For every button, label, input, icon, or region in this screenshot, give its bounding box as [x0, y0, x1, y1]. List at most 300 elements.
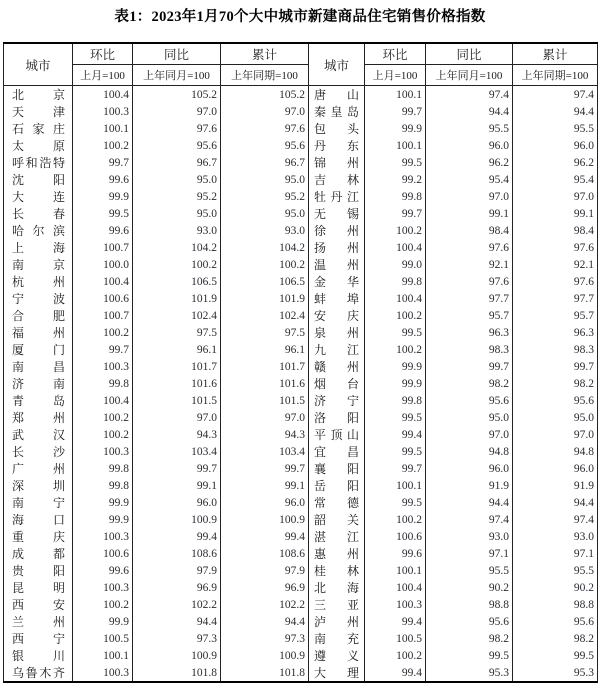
mom-value-cell: 100.7	[73, 307, 133, 324]
city-cell: 天津	[4, 103, 73, 120]
table-row	[4, 494, 598, 511]
city-cell: 泸州	[309, 613, 365, 630]
mom-value-cell: 100.4	[73, 273, 133, 290]
table-row	[4, 103, 598, 120]
table-row	[4, 137, 598, 154]
cum-value-cell: 95.0	[513, 409, 598, 426]
city-cell: 湛江	[309, 528, 365, 545]
mom-value-cell: 99.7	[365, 205, 426, 222]
city-cell: 哈尔滨	[4, 222, 73, 239]
mom-value-cell: 99.5	[365, 324, 426, 341]
city-cell: 北海	[309, 579, 365, 596]
yoy-value-cell: 95.3	[426, 664, 513, 682]
city-cell: 兰州	[4, 613, 73, 630]
city-cell: 泉州	[309, 324, 365, 341]
subheader-cum-right: 上年同期=100	[513, 65, 598, 86]
subheader-mom-left: 上月=100	[73, 65, 133, 86]
table-row	[4, 120, 598, 137]
mom-value-cell: 100.3	[73, 443, 133, 460]
city-cell: 金华	[309, 273, 365, 290]
city-cell: 宁波	[4, 290, 73, 307]
city-cell: 乌鲁木齐	[4, 664, 73, 682]
city-cell: 南充	[309, 630, 365, 647]
yoy-value-cell: 96.3	[426, 324, 513, 341]
cum-value-cell: 96.0	[221, 494, 309, 511]
city-cell: 深圳	[4, 477, 73, 494]
yoy-value-cell: 96.0	[426, 460, 513, 477]
yoy-value-cell: 96.1	[133, 341, 221, 358]
yoy-value-cell: 90.2	[426, 579, 513, 596]
city-cell: 常德	[309, 494, 365, 511]
cum-value-cell: 101.7	[221, 358, 309, 375]
table-row	[4, 307, 598, 324]
city-cell: 大理	[309, 664, 365, 682]
cum-value-cell: 90.2	[513, 579, 598, 596]
cum-value-cell: 95.7	[513, 307, 598, 324]
mom-value-cell: 99.8	[365, 188, 426, 205]
city-cell: 福州	[4, 324, 73, 341]
yoy-value-cell: 98.2	[426, 630, 513, 647]
yoy-value-cell: 94.4	[426, 103, 513, 120]
mom-value-cell: 100.5	[365, 630, 426, 647]
yoy-value-cell: 106.5	[133, 273, 221, 290]
city-cell: 南昌	[4, 358, 73, 375]
yoy-value-cell: 96.0	[133, 494, 221, 511]
header-city-right: 城市	[309, 43, 365, 86]
yoy-value-cell: 95.6	[426, 392, 513, 409]
mom-value-cell: 100.1	[365, 137, 426, 154]
yoy-value-cell: 96.0	[426, 137, 513, 154]
yoy-value-cell: 94.4	[133, 613, 221, 630]
yoy-value-cell: 95.4	[426, 171, 513, 188]
table-row	[4, 239, 598, 256]
cum-value-cell: 97.4	[513, 511, 598, 528]
mom-value-cell: 100.3	[73, 528, 133, 545]
cum-value-cell: 100.9	[221, 647, 309, 664]
mom-value-cell: 99.9	[73, 613, 133, 630]
mom-value-cell: 99.7	[73, 341, 133, 358]
yoy-value-cell: 95.0	[133, 205, 221, 222]
mom-value-cell: 100.1	[365, 86, 426, 104]
yoy-value-cell: 98.8	[426, 596, 513, 613]
mom-value-cell: 100.2	[365, 511, 426, 528]
mom-value-cell: 100.3	[365, 596, 426, 613]
city-cell: 长沙	[4, 443, 73, 460]
city-cell: 贵阳	[4, 562, 73, 579]
city-cell: 赣州	[309, 358, 365, 375]
cum-value-cell: 95.6	[513, 613, 598, 630]
yoy-value-cell: 99.7	[133, 460, 221, 477]
city-cell: 杭州	[4, 273, 73, 290]
cum-value-cell: 98.4	[513, 222, 598, 239]
city-cell: 锦州	[309, 154, 365, 171]
cum-value-cell: 93.0	[513, 528, 598, 545]
city-cell: 无锡	[309, 205, 365, 222]
mom-value-cell: 99.4	[365, 426, 426, 443]
city-cell: 安庆	[309, 307, 365, 324]
mom-value-cell: 99.9	[73, 188, 133, 205]
city-cell: 成都	[4, 545, 73, 562]
city-cell: 九江	[309, 341, 365, 358]
table-row	[4, 426, 598, 443]
yoy-value-cell: 94.3	[133, 426, 221, 443]
table-row	[4, 154, 598, 171]
mom-value-cell: 100.4	[365, 579, 426, 596]
mom-value-cell: 100.2	[365, 307, 426, 324]
city-cell: 平顶山	[309, 426, 365, 443]
mom-value-cell: 99.9	[365, 375, 426, 392]
yoy-value-cell: 97.0	[426, 426, 513, 443]
cum-value-cell: 108.6	[221, 545, 309, 562]
table-row	[4, 409, 598, 426]
cum-value-cell: 95.6	[221, 137, 309, 154]
city-cell: 惠州	[309, 545, 365, 562]
city-cell: 武汉	[4, 426, 73, 443]
cum-value-cell: 93.0	[221, 222, 309, 239]
cum-value-cell: 95.5	[513, 562, 598, 579]
table-row	[4, 188, 598, 205]
table-body	[4, 86, 598, 683]
cum-value-cell: 100.2	[221, 256, 309, 273]
yoy-value-cell: 97.4	[426, 511, 513, 528]
yoy-value-cell: 100.2	[133, 256, 221, 273]
yoy-value-cell: 95.5	[426, 120, 513, 137]
yoy-value-cell: 95.2	[133, 188, 221, 205]
yoy-value-cell: 95.5	[426, 562, 513, 579]
mom-value-cell: 100.2	[365, 222, 426, 239]
cum-value-cell: 95.2	[221, 188, 309, 205]
yoy-value-cell: 93.0	[133, 222, 221, 239]
city-cell: 牡丹江	[309, 188, 365, 205]
city-cell: 三亚	[309, 596, 365, 613]
yoy-value-cell: 91.9	[426, 477, 513, 494]
yoy-value-cell: 108.6	[133, 545, 221, 562]
yoy-value-cell: 93.0	[426, 528, 513, 545]
yoy-value-cell: 97.3	[133, 630, 221, 647]
city-cell: 昆明	[4, 579, 73, 596]
city-cell: 烟台	[309, 375, 365, 392]
table-row	[4, 86, 598, 104]
cum-value-cell: 96.1	[221, 341, 309, 358]
yoy-value-cell: 95.0	[133, 171, 221, 188]
yoy-value-cell: 102.4	[133, 307, 221, 324]
yoy-value-cell: 95.6	[133, 137, 221, 154]
cum-value-cell: 105.2	[221, 86, 309, 104]
mom-value-cell: 100.1	[365, 562, 426, 579]
table-row	[4, 579, 598, 596]
cum-value-cell: 96.7	[221, 154, 309, 171]
mom-value-cell: 100.1	[73, 120, 133, 137]
mom-value-cell: 99.8	[73, 375, 133, 392]
yoy-value-cell: 95.0	[426, 409, 513, 426]
table-row	[4, 596, 598, 613]
table-header	[4, 43, 598, 86]
mom-value-cell: 100.6	[73, 290, 133, 307]
yoy-value-cell: 99.4	[133, 528, 221, 545]
cum-value-cell: 99.1	[513, 205, 598, 222]
yoy-value-cell: 97.7	[426, 290, 513, 307]
price-index-table	[3, 42, 598, 683]
mom-value-cell: 99.7	[365, 103, 426, 120]
subheader-mom-right: 上月=100	[365, 65, 426, 86]
mom-value-cell: 99.9	[365, 120, 426, 137]
table-row	[4, 341, 598, 358]
yoy-value-cell: 97.0	[426, 188, 513, 205]
cum-value-cell: 101.6	[221, 375, 309, 392]
cum-value-cell: 97.1	[513, 545, 598, 562]
header-cum-left: 累计	[221, 43, 309, 65]
mom-value-cell: 100.0	[73, 256, 133, 273]
header-mom-right: 环比	[365, 43, 426, 65]
mom-value-cell: 100.5	[73, 630, 133, 647]
mom-value-cell: 100.2	[365, 647, 426, 664]
subheader-cum-left: 上年同期=100	[221, 65, 309, 86]
city-cell: 南京	[4, 256, 73, 273]
mom-value-cell: 99.2	[365, 171, 426, 188]
mom-value-cell: 99.5	[365, 494, 426, 511]
yoy-value-cell: 104.2	[133, 239, 221, 256]
yoy-value-cell: 92.1	[426, 256, 513, 273]
cum-value-cell: 97.0	[221, 103, 309, 120]
cum-value-cell: 95.0	[221, 171, 309, 188]
city-cell: 桂林	[309, 562, 365, 579]
header-city-left: 城市	[4, 43, 73, 86]
cum-value-cell: 95.4	[513, 171, 598, 188]
city-cell: 呼和浩特	[4, 154, 73, 171]
table-row	[4, 375, 598, 392]
mom-value-cell: 100.3	[73, 664, 133, 682]
cum-value-cell: 97.9	[221, 562, 309, 579]
mom-value-cell: 100.2	[73, 324, 133, 341]
mom-value-cell: 99.8	[73, 477, 133, 494]
cum-value-cell: 97.4	[513, 86, 598, 104]
yoy-value-cell: 97.6	[426, 273, 513, 290]
header-row-1	[4, 43, 598, 65]
table-row	[4, 545, 598, 562]
yoy-value-cell: 100.9	[133, 511, 221, 528]
yoy-value-cell: 97.5	[133, 324, 221, 341]
subheader-yoy-right: 上年同月=100	[426, 65, 513, 86]
mom-value-cell: 100.2	[73, 137, 133, 154]
cum-value-cell: 98.8	[513, 596, 598, 613]
yoy-value-cell: 97.9	[133, 562, 221, 579]
city-cell: 温州	[309, 256, 365, 273]
cum-value-cell: 100.9	[221, 511, 309, 528]
mom-value-cell: 100.3	[73, 358, 133, 375]
cum-value-cell: 96.3	[513, 324, 598, 341]
header-yoy-left: 同比	[133, 43, 221, 65]
city-cell: 蚌埠	[309, 290, 365, 307]
yoy-value-cell: 99.5	[426, 647, 513, 664]
table-row	[4, 664, 598, 682]
cum-value-cell: 95.5	[513, 120, 598, 137]
table-row	[4, 443, 598, 460]
mom-value-cell: 99.8	[365, 392, 426, 409]
table-title: 表1：2023年1月70个大中城市新建商品住宅销售价格指数	[114, 9, 486, 25]
cum-value-cell: 99.5	[513, 647, 598, 664]
city-cell: 合肥	[4, 307, 73, 324]
mom-value-cell: 99.8	[365, 273, 426, 290]
mom-value-cell: 99.4	[365, 664, 426, 682]
city-cell: 上海	[4, 239, 73, 256]
yoy-value-cell: 99.1	[426, 205, 513, 222]
mom-value-cell: 99.6	[73, 171, 133, 188]
mom-value-cell: 100.7	[73, 239, 133, 256]
table-row	[4, 358, 598, 375]
table-row	[4, 290, 598, 307]
cum-value-cell: 97.5	[221, 324, 309, 341]
city-cell: 韶关	[309, 511, 365, 528]
cum-value-cell: 96.9	[221, 579, 309, 596]
city-cell: 丹东	[309, 137, 365, 154]
header-yoy-right: 同比	[426, 43, 513, 65]
city-cell: 西宁	[4, 630, 73, 647]
cum-value-cell: 94.3	[221, 426, 309, 443]
cum-value-cell: 94.4	[221, 613, 309, 630]
cum-value-cell: 92.1	[513, 256, 598, 273]
cum-value-cell: 98.2	[513, 630, 598, 647]
cum-value-cell: 106.5	[221, 273, 309, 290]
city-cell: 西安	[4, 596, 73, 613]
yoy-value-cell: 95.7	[426, 307, 513, 324]
mom-value-cell: 99.9	[73, 494, 133, 511]
mom-value-cell: 100.1	[365, 477, 426, 494]
cum-value-cell: 102.2	[221, 596, 309, 613]
mom-value-cell: 99.4	[365, 613, 426, 630]
city-cell: 沈阳	[4, 171, 73, 188]
city-cell: 济南	[4, 375, 73, 392]
city-cell: 青岛	[4, 392, 73, 409]
cum-value-cell: 97.3	[221, 630, 309, 647]
city-cell: 北京	[4, 86, 73, 104]
header-mom-left: 环比	[73, 43, 133, 65]
cum-value-cell: 97.6	[221, 120, 309, 137]
yoy-value-cell: 94.8	[426, 443, 513, 460]
city-cell: 太原	[4, 137, 73, 154]
yoy-value-cell: 95.6	[426, 613, 513, 630]
cum-value-cell: 96.0	[513, 460, 598, 477]
cum-value-cell: 94.4	[513, 494, 598, 511]
cum-value-cell: 99.7	[221, 460, 309, 477]
mom-value-cell: 99.6	[73, 562, 133, 579]
city-cell: 重庆	[4, 528, 73, 545]
table-row	[4, 511, 598, 528]
cum-value-cell: 95.6	[513, 392, 598, 409]
table-row	[4, 613, 598, 630]
header-row-2	[4, 65, 598, 86]
city-cell: 唐山	[309, 86, 365, 104]
yoy-value-cell: 98.4	[426, 222, 513, 239]
header-cum-right: 累计	[513, 43, 598, 65]
cum-value-cell: 99.7	[513, 358, 598, 375]
mom-value-cell: 99.8	[73, 460, 133, 477]
cum-value-cell: 97.6	[513, 239, 598, 256]
yoy-value-cell: 98.2	[426, 375, 513, 392]
yoy-value-cell: 97.6	[426, 239, 513, 256]
cum-value-cell: 103.4	[221, 443, 309, 460]
yoy-value-cell: 99.1	[133, 477, 221, 494]
city-cell: 郑州	[4, 409, 73, 426]
mom-value-cell: 100.1	[73, 647, 133, 664]
yoy-value-cell: 101.8	[133, 664, 221, 682]
cum-value-cell: 97.6	[513, 273, 598, 290]
cum-value-cell: 104.2	[221, 239, 309, 256]
mom-value-cell: 99.5	[365, 443, 426, 460]
cum-value-cell: 99.4	[221, 528, 309, 545]
city-cell: 包头	[309, 120, 365, 137]
mom-value-cell: 99.7	[73, 154, 133, 171]
city-cell: 遵义	[309, 647, 365, 664]
city-cell: 洛阳	[309, 409, 365, 426]
yoy-value-cell: 101.6	[133, 375, 221, 392]
table-row	[4, 171, 598, 188]
cum-value-cell: 99.1	[221, 477, 309, 494]
city-cell: 长春	[4, 205, 73, 222]
cum-value-cell: 91.9	[513, 477, 598, 494]
mom-value-cell: 99.7	[365, 460, 426, 477]
mom-value-cell: 100.6	[73, 545, 133, 562]
city-cell: 济宁	[309, 392, 365, 409]
mom-value-cell: 100.2	[73, 596, 133, 613]
city-cell: 吉林	[309, 171, 365, 188]
cum-value-cell: 102.4	[221, 307, 309, 324]
subheader-yoy-left: 上年同月=100	[133, 65, 221, 86]
city-cell: 银川	[4, 647, 73, 664]
yoy-value-cell: 96.9	[133, 579, 221, 596]
mom-value-cell: 100.2	[365, 341, 426, 358]
mom-value-cell: 99.5	[73, 205, 133, 222]
table-row	[4, 324, 598, 341]
mom-value-cell: 100.4	[73, 392, 133, 409]
yoy-value-cell: 96.2	[426, 154, 513, 171]
city-cell: 广州	[4, 460, 73, 477]
cum-value-cell: 101.9	[221, 290, 309, 307]
mom-value-cell: 99.9	[365, 358, 426, 375]
mom-value-cell: 99.5	[365, 154, 426, 171]
mom-value-cell: 99.5	[365, 409, 426, 426]
table-row	[4, 460, 598, 477]
yoy-value-cell: 98.3	[426, 341, 513, 358]
yoy-value-cell: 94.4	[426, 494, 513, 511]
cum-value-cell: 101.8	[221, 664, 309, 682]
table-row	[4, 528, 598, 545]
city-cell: 徐州	[309, 222, 365, 239]
cum-value-cell: 95.3	[513, 664, 598, 682]
mom-value-cell: 99.6	[365, 545, 426, 562]
yoy-value-cell: 105.2	[133, 86, 221, 104]
city-cell: 岳阳	[309, 477, 365, 494]
table-row	[4, 477, 598, 494]
city-cell: 秦皇岛	[309, 103, 365, 120]
mom-value-cell: 99.9	[73, 511, 133, 528]
yoy-value-cell: 97.4	[426, 86, 513, 104]
yoy-value-cell: 103.4	[133, 443, 221, 460]
yoy-value-cell: 99.7	[426, 358, 513, 375]
mom-value-cell: 100.4	[365, 239, 426, 256]
cum-value-cell: 96.2	[513, 154, 598, 171]
table-row	[4, 205, 598, 222]
yoy-value-cell: 101.9	[133, 290, 221, 307]
mom-value-cell: 100.2	[73, 426, 133, 443]
cum-value-cell: 97.0	[513, 426, 598, 443]
cum-value-cell: 96.0	[513, 137, 598, 154]
city-cell: 襄阳	[309, 460, 365, 477]
yoy-value-cell: 101.7	[133, 358, 221, 375]
cum-value-cell: 98.2	[513, 375, 598, 392]
mom-value-cell: 100.3	[73, 103, 133, 120]
table-row	[4, 630, 598, 647]
table-row	[4, 392, 598, 409]
